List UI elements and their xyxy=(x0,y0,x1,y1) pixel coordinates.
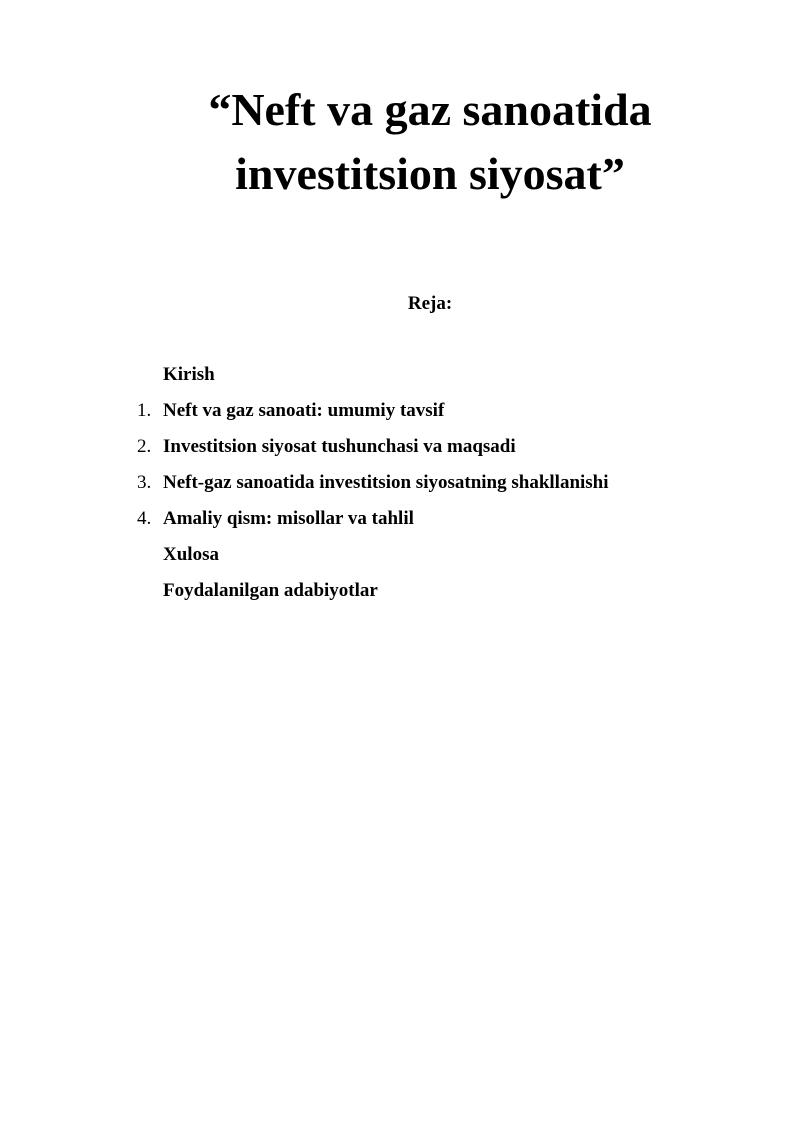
document-title xyxy=(160,78,700,206)
plan-item-text: Xulosa xyxy=(163,544,219,565)
plan-item-number: 2. xyxy=(137,436,152,457)
plan-item-number: 4. xyxy=(137,508,152,529)
plan-item-number: 1. xyxy=(137,400,152,421)
plan-item-introduction xyxy=(0,363,800,399)
plan-item-4 xyxy=(0,507,800,543)
plan-item-text: Neft va gaz sanoati: umumiy tavsif xyxy=(163,400,445,421)
plan-item-number: 3. xyxy=(137,472,152,493)
plan-item-3 xyxy=(0,471,800,507)
plan-item-1 xyxy=(0,399,800,435)
plan-item-text: Investitsion siyosat tushunchasi va maqsadi xyxy=(163,436,516,457)
plan-item-2 xyxy=(0,435,800,471)
plan-item-text: Kirish xyxy=(163,364,215,385)
plan-item-text: Amaliy qism: misollar va tahlil xyxy=(163,508,414,529)
plan-heading: Reja: xyxy=(407,293,453,314)
plan-item-references xyxy=(0,579,800,615)
plan-list xyxy=(0,363,800,615)
plan-item-text: Foydalanilgan adabiyotlar xyxy=(163,580,378,601)
title-line-2: investitsion siyosat” xyxy=(235,148,625,199)
plan-item-conclusion xyxy=(0,543,800,579)
title-line-1: “Neft va gaz sanoatida xyxy=(208,84,652,135)
plan-item-text: Neft-gaz sanoatida investitsion siyosatning shakllanishi xyxy=(163,472,609,493)
